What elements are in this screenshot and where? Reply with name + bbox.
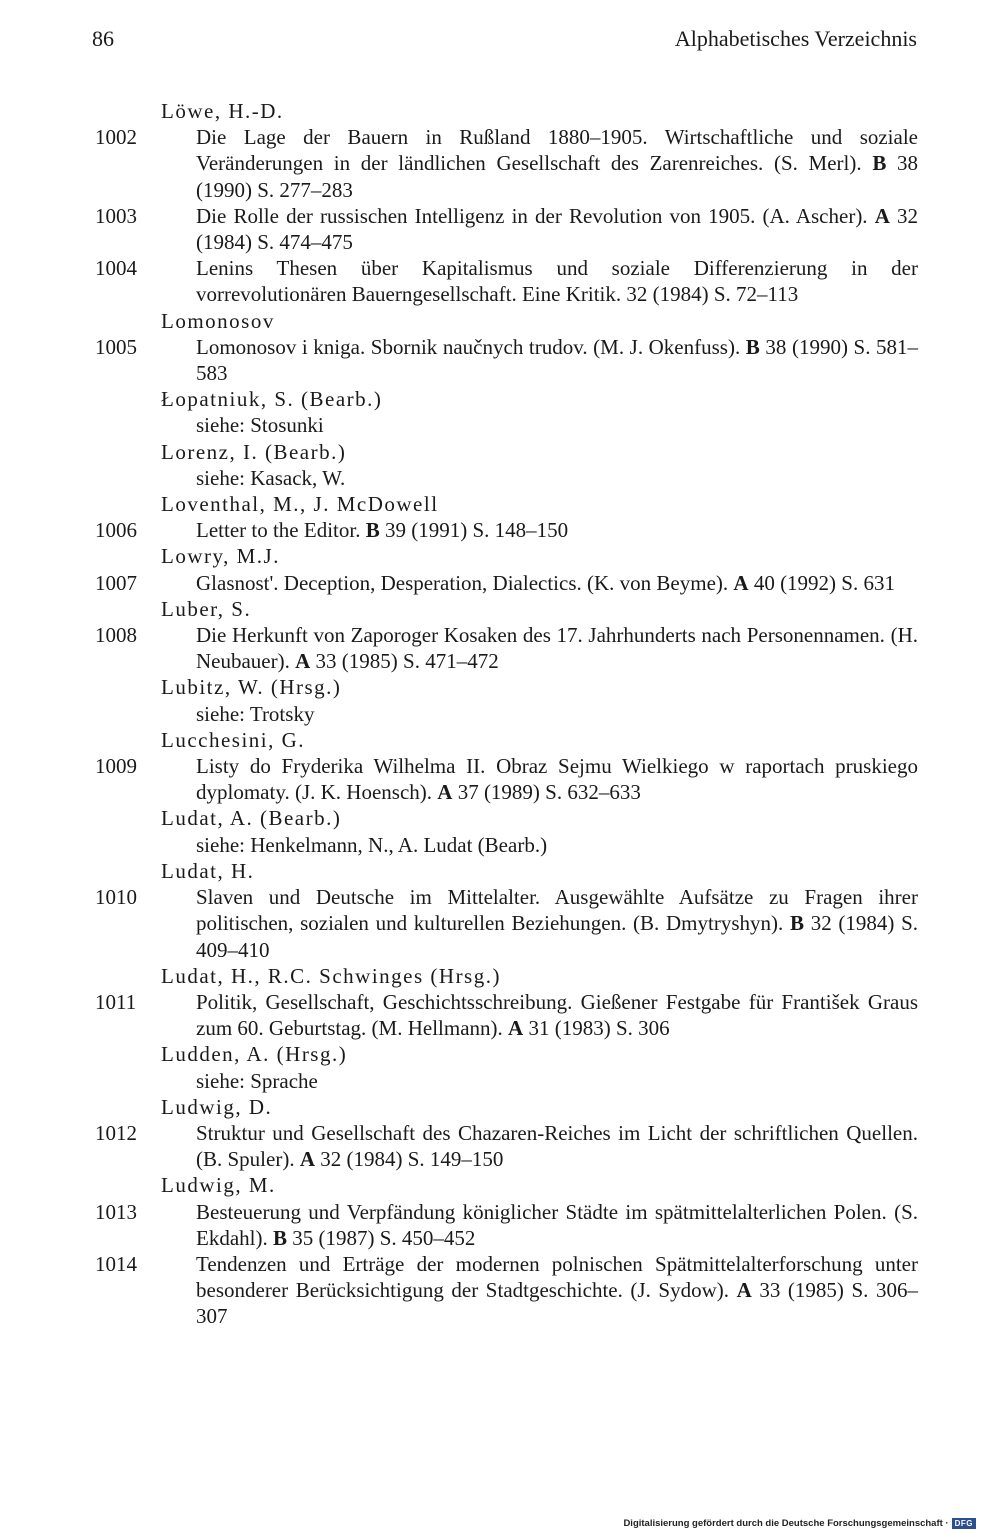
entry-number: 1012 (95, 1120, 137, 1145)
entry-number: 1010 (95, 885, 137, 910)
entry-citation: 33 (1985) S. 471–472 (315, 649, 499, 674)
page-number: 86 (92, 26, 114, 51)
author-heading: Lowry, M.J. (161, 544, 280, 569)
dfg-logo-icon: DFG (952, 1518, 976, 1529)
entry-text: Die Rolle der russischen Intelligenz in der Revolution von 1905. (A. Ascher). (196, 203, 868, 228)
author-heading: Łopatniuk, S. (Bearb.) (161, 387, 383, 412)
entry-text: Tendenzen und Erträge der modernen polnischen Spätmittelalterforschung unter besonderer Berücksichtigung der Stadtgeschichte. (J. Sydow). (196, 1251, 918, 1303)
entry-citation: 38 (1990) S. 277–283 (196, 151, 919, 202)
entry-citation: 40 (1992) S. 631 (753, 570, 895, 595)
index-entry (0, 884, 1000, 963)
author-heading: Luber, S. (161, 596, 252, 621)
cross-reference: siehe: Trotsky (196, 701, 315, 726)
index-entry (0, 203, 1000, 255)
author-heading: Lucchesini, G. (161, 727, 306, 752)
cross-reference: siehe: Sprache (196, 1068, 318, 1093)
entry-citation: 39 (1991) S. 148–150 (384, 518, 569, 543)
entry-text: Letter to the Editor. (196, 518, 361, 543)
index-entry (0, 1251, 1000, 1330)
digitization-credit (623, 1518, 976, 1529)
journal-series-marker: B (789, 911, 804, 936)
index-entry (0, 255, 1000, 307)
entry-citation: 38 (1990) S. 581–583 (196, 334, 919, 386)
entry-text: Slaven und Deutsche im Mittelalter. Ausgewählte Aufsätze zu Fragen ihrer politischen, sozialen und kulturellen Beziehungen. (B. Dmytryshyn). (196, 885, 918, 936)
journal-series-marker: A (295, 649, 311, 674)
entry-number: 1014 (95, 1251, 137, 1276)
cross-reference: siehe: Kasack, W. (196, 465, 346, 490)
entry-citation: 35 (1987) S. 450–452 (292, 1225, 476, 1250)
entry-text: Lomonosov i kniga. Sbornik naučnych trudov. (M. J. Okenfuss). (196, 334, 741, 359)
index-entry (0, 1199, 1000, 1251)
journal-series-marker: B (745, 334, 760, 359)
entry-text: Glasnost'. Deception, Desperation, Dialectics. (K. von Beyme). (196, 570, 729, 595)
entry-citation: 32 (1984) S. 409–410 (196, 911, 919, 962)
entry-number: 1007 (95, 570, 137, 595)
author-heading: Loventhal, M., J. McDowell (161, 492, 439, 517)
credit-text: Digitalisierung gefördert durch die Deutsche Forschungsgemeinschaft · (623, 1518, 949, 1529)
entry-text: Struktur und Gesellschaft des Chazaren-Reiches im Licht der schriftlichen Quellen. (B. Spuler). (196, 1120, 918, 1172)
journal-series-marker: A (736, 1278, 752, 1303)
entry-number: 1006 (95, 518, 137, 543)
entry-number: 1005 (95, 334, 137, 359)
author-heading: Ludat, A. (Bearb.) (161, 806, 342, 831)
journal-series-marker: A (437, 780, 453, 805)
index-entry (0, 334, 1000, 386)
index-entry (0, 1120, 1000, 1172)
author-heading: Ludwig, M. (161, 1173, 276, 1198)
author-heading: Ludat, H., R.C. Schwinges (Hrsg.) (161, 963, 501, 988)
entry-number: 1004 (95, 256, 137, 281)
journal-series-marker: A (508, 1016, 524, 1041)
entry-citation: 33 (1985) S. 306–307 (196, 1278, 918, 1329)
index-entry (0, 124, 1000, 203)
journal-series-marker: B (872, 151, 887, 176)
author-heading: Ludden, A. (Hrsg.) (161, 1042, 348, 1067)
author-heading: Lorenz, I. (Bearb.) (161, 439, 347, 464)
index-entry (0, 517, 1000, 543)
entry-citation: 32 (1984) S. 474–475 (196, 203, 919, 255)
journal-series-marker: A (874, 203, 890, 228)
entry-citation: 37 (1989) S. 632–633 (457, 780, 641, 805)
index-entry (0, 989, 1000, 1041)
author-heading: Ludat, H. (161, 858, 255, 883)
journal-series-marker: B (365, 518, 380, 543)
running-head: Alphabetisches Verzeichnis (674, 26, 917, 51)
author-heading: Lomonosov (161, 308, 275, 333)
entry-number: 1013 (95, 1199, 137, 1224)
author-heading: Löwe, H.-D. (161, 99, 284, 123)
journal-series-marker: A (733, 570, 749, 595)
cross-reference: siehe: Henkelmann, N., A. Ludat (Bearb.) (196, 832, 548, 857)
entry-number: 1003 (95, 203, 137, 228)
entry-text: Die Lage der Bauern in Rußland 1880–1905. Wirtschaftliche und soziale Veränderungen in der ländlichen Gesellschaft des Zarenreiches. (S. Merl). (196, 125, 918, 176)
index-entry (0, 753, 1000, 805)
entry-text: Lenins Thesen über Kapitalismus und soziale Differenzierung in der vorrevolutionären Bauerngesellschaft. Eine Kritik. 32 (1984) S. 72–113 (196, 256, 918, 307)
entry-number: 1009 (95, 754, 137, 779)
entry-citation: 31 (1983) S. 306 (528, 1016, 670, 1041)
journal-series-marker: A (299, 1147, 315, 1172)
entry-number: 1011 (95, 989, 137, 1014)
author-heading: Lubitz, W. (Hrsg.) (161, 675, 342, 700)
cross-reference: siehe: Stosunki (196, 413, 324, 438)
entry-citation: 32 (1984) S. 149–150 (320, 1147, 504, 1172)
entry-number: 1008 (95, 623, 137, 648)
entry-text: Die Herkunft von Zaporoger Kosaken des 17. Jahrhunderts nach Personennamen. (H. Neubauer). (196, 623, 918, 674)
entry-text: Besteuerung und Verpfändung königlicher Städte im spätmittelalterlichen Polen. (S. Ekdahl). (196, 1199, 918, 1250)
journal-series-marker: B (272, 1225, 287, 1250)
index-list (0, 98, 1000, 1330)
index-entry (0, 570, 1000, 596)
entry-number: 1002 (95, 125, 137, 150)
author-heading: Ludwig, D. (161, 1094, 273, 1119)
index-entry (0, 622, 1000, 674)
entry-text: Listy do Fryderika Wilhelma II. Obraz Sejmu Wielkiego w raportach pruskiego dyplomaty. (J. K. Hoensch). (196, 754, 918, 805)
entry-text: Politik, Gesellschaft, Geschichtsschreibung. Gießener Festgabe für František Graus zum 60. Geburtstag. (M. Hellmann). (196, 989, 918, 1041)
